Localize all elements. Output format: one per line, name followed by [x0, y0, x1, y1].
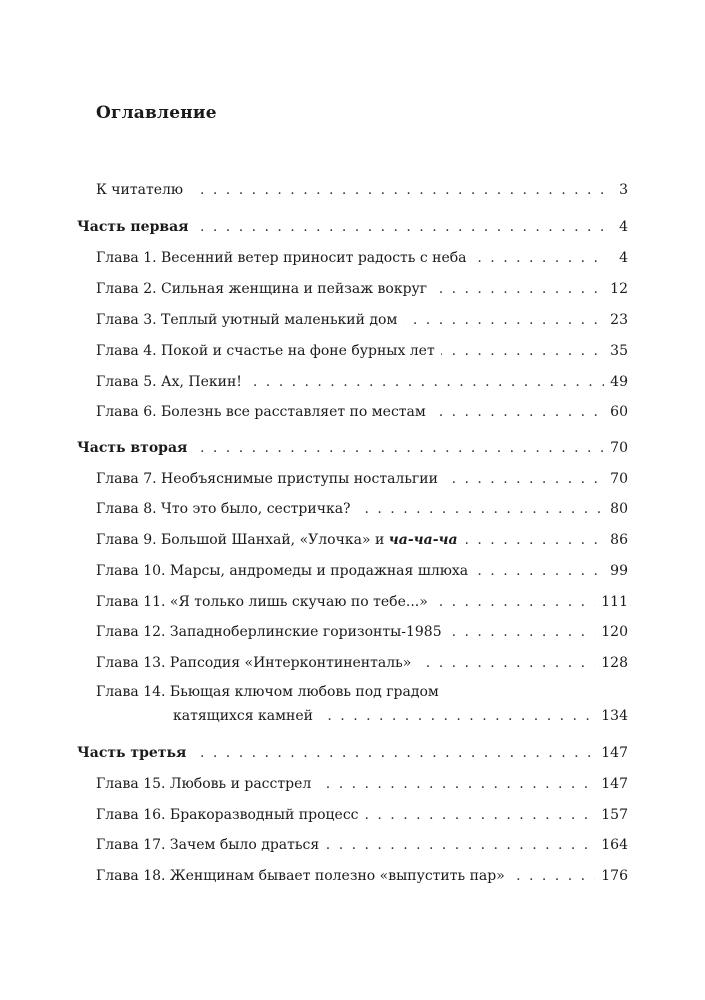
toc-entry-page: 3 [613, 178, 628, 202]
toc-entry-page: 49 [604, 370, 628, 394]
toc-entry-label: Глава 3. Теплый уютный маленький дом [96, 308, 403, 332]
toc-entry-page: 147 [595, 741, 628, 765]
toc-entry-label: Глава 4. Покой и счастье на фоне бурных лет [96, 339, 441, 363]
toc-entry-page: 80 [604, 497, 628, 521]
toc-entry-label: Глава 18. Женщинам бывает полезно «выпустить пар» [96, 864, 511, 888]
leader-dots [400, 651, 605, 675]
toc-entry-label: Глава 12. Западноберлинские горизонты-1985 [96, 620, 448, 644]
toc-chapter-1[interactable] [0, 246, 705, 270]
toc-chapter-12[interactable] [0, 620, 705, 644]
toc-entry-page: 157 [595, 803, 628, 827]
toc-part-label: Часть первая [77, 215, 195, 239]
toc-entry-page: 86 [604, 528, 628, 552]
toc-chapter-18[interactable] [0, 864, 705, 888]
toc-part-3[interactable] [0, 741, 705, 765]
toc-chapter-4[interactable] [0, 339, 705, 363]
toc-entry-label: Глава 15. Любовь и расстрел [96, 772, 317, 796]
toc-entry-label: Глава 2. Сильная женщина и пейзаж вокруг [96, 277, 433, 301]
toc-entry-page: 120 [595, 620, 628, 644]
toc-chapter-8[interactable] [0, 497, 705, 521]
toc-entry-label: Глава 16. Бракоразводный процесс [96, 803, 365, 827]
toc-chapter-16[interactable] [0, 803, 705, 827]
toc-entry-label-prefix: Глава 9. Большой Шанхай, «Улочка» и [96, 532, 389, 548]
toc-entry-label: Глава 17. Зачем было драться [96, 833, 325, 857]
toc-entry-label: катящихся камней [173, 704, 319, 728]
leader-dots [240, 370, 605, 394]
toc-entry-label-emphasis: ча-ча-ча [388, 532, 458, 548]
toc-entry-label: Глава 11. «Я только лишь скучаю по тебе...» [96, 590, 434, 614]
toc-part-2[interactable] [0, 436, 705, 460]
toc-entry-page: 60 [604, 400, 628, 424]
toc-entry-label: Глава 13. Рапсодия «Интерконтиненталь» [96, 651, 417, 675]
toc-entry-page: 12 [604, 277, 628, 301]
toc-chapter-14[interactable] [0, 680, 705, 728]
toc-entry-preface[interactable] [0, 178, 705, 202]
toc-entry-label: Глава 7. Необъяснимые приступы ностальгии [96, 467, 444, 491]
toc-part-1[interactable] [0, 215, 705, 239]
toc-chapter-9[interactable] [0, 528, 705, 552]
toc-chapter-10[interactable] [0, 559, 705, 583]
leader-dots [200, 215, 605, 239]
toc-entry-page: 70 [604, 467, 628, 491]
toc-part-label: Часть вторая [77, 436, 193, 460]
toc-entry-label: Глава 8. Что это было, сестричка? [96, 497, 357, 521]
leader-dots [300, 833, 605, 857]
toc-chapter-17[interactable] [0, 833, 705, 857]
toc-entry-page: 4 [613, 215, 628, 239]
toc-entry-label-line1: Глава 14. Бьющая ключом любовь под градом [96, 684, 439, 700]
toc-part-label: Часть третья [77, 741, 192, 765]
toc-entry-label [96, 528, 464, 552]
leader-dots [200, 436, 605, 460]
leader-dots [200, 741, 605, 765]
toc-entry-page: 99 [604, 559, 628, 583]
leader-dots [300, 772, 605, 796]
toc-entry-label: Глава 5. Ах, Пекин! [96, 370, 248, 394]
toc-chapter-13[interactable] [0, 651, 705, 675]
toc-entry-page: 128 [595, 651, 628, 675]
toc-entry-label: Глава 10. Марсы, андромеды и продажная шлюха [96, 559, 474, 583]
toc-chapter-2[interactable] [0, 277, 705, 301]
toc-chapter-5[interactable] [0, 370, 705, 394]
toc-entry-label: К читателю [96, 178, 189, 202]
toc-entry-page: 35 [604, 339, 628, 363]
toc-entry-page: 4 [613, 246, 628, 270]
toc-title: Оглавление [96, 103, 217, 123]
leader-dots [400, 308, 605, 332]
toc-chapter-7[interactable] [0, 467, 705, 491]
toc-entry-label: Глава 1. Весенний ветер приносит радость с неба [96, 246, 473, 270]
leader-dots [200, 178, 605, 202]
toc-entry-page: 70 [604, 436, 628, 460]
toc-entry-page: 23 [604, 308, 628, 332]
toc-entry-page: 164 [595, 833, 628, 857]
toc-chapter-3[interactable] [0, 308, 705, 332]
toc-chapter-11[interactable] [0, 590, 705, 614]
toc-entry-page: 134 [595, 704, 628, 728]
toc-entry-page: 111 [595, 590, 628, 614]
toc-entry-page: 147 [595, 772, 628, 796]
toc-entry-page: 176 [595, 864, 628, 888]
toc-chapter-6[interactable] [0, 400, 705, 424]
toc-chapter-15[interactable] [0, 772, 705, 796]
toc-entry-label: Глава 6. Болезнь все расставляет по местам [96, 400, 432, 424]
